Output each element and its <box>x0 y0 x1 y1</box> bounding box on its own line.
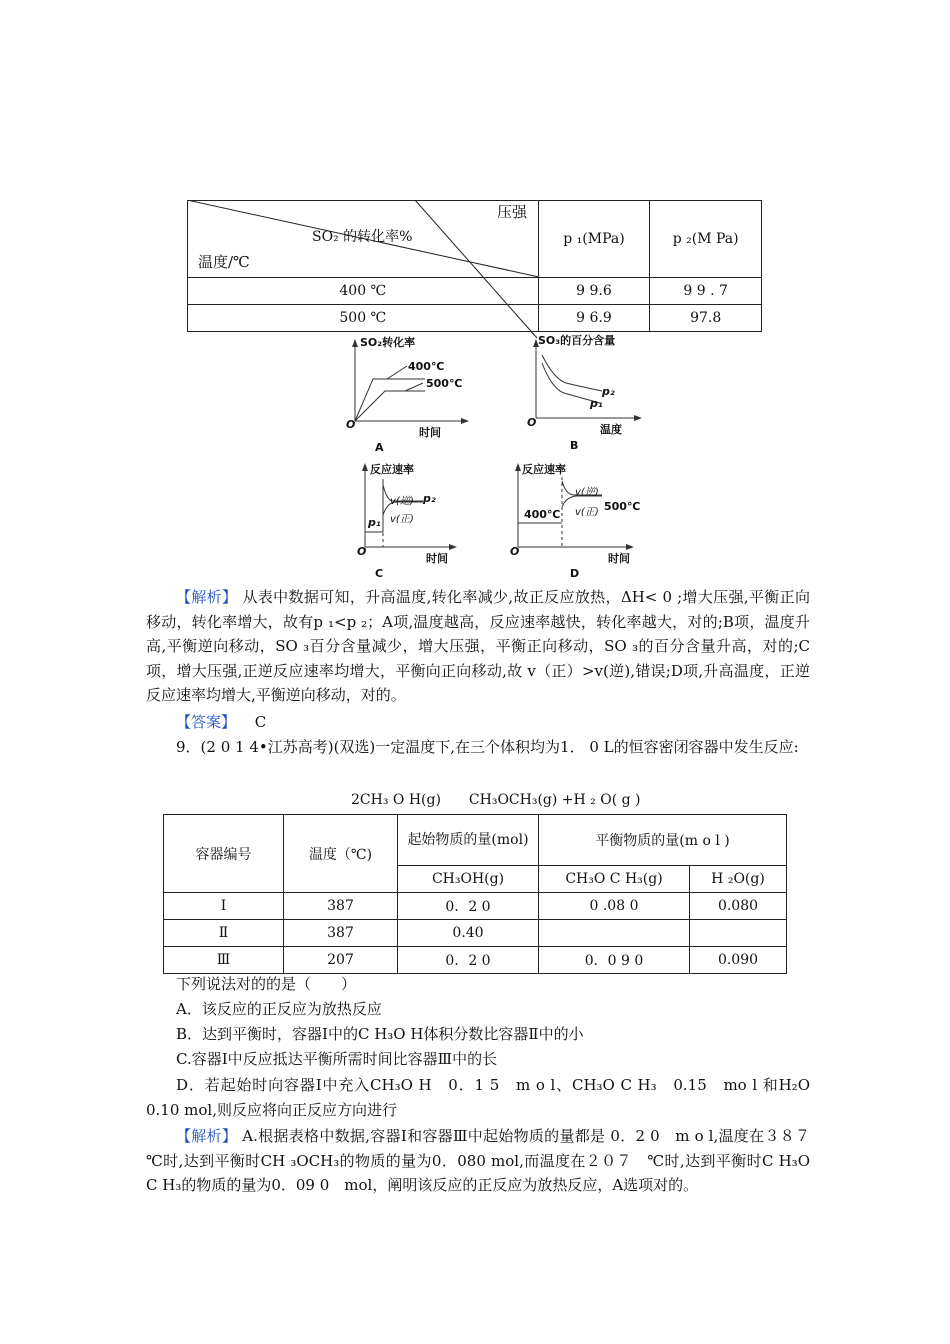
analysis2-tag: 【解析】 <box>176 1127 238 1145</box>
table1-col-p1: p ₁(MPa) <box>538 201 650 278</box>
table2-row-eq2 <box>690 920 787 947</box>
table1-row-temp: 400 ℃ <box>188 278 539 305</box>
answer1-value: C <box>254 713 267 731</box>
table2-sub-start: CH₃OH(g) <box>398 866 539 893</box>
table2 <box>163 814 787 974</box>
analysis2 <box>146 1124 826 1198</box>
table2-row-eq2: 0.080 <box>690 893 787 920</box>
table2-sub-eq1: CH₃O C H₃(g) <box>539 866 690 893</box>
table2-row-start: 0.40 <box>398 920 539 947</box>
table2-h-eq: 平衡物质的量(m o l ) <box>539 815 787 866</box>
q9-option-d: D．若起始时向容器Ⅰ中充入CH₃O H 0．1 5 m o l、CH₃O C H₃ 0.15 mo l 和H₂O 0.10 mol,则反应将向正反应方向进行 <box>146 1076 826 1119</box>
table2-row-temp: 207 <box>284 947 398 974</box>
chart-b-origin: O <box>527 416 537 429</box>
chart-a-series-500: 500℃ <box>426 377 463 390</box>
chart-d-ylabel: 反应速率 <box>522 463 566 476</box>
chart-d-vrev: v(逆) <box>575 487 599 498</box>
table2-sub-eq2: H ₂O(g) <box>690 866 787 893</box>
chart-b-line-p2 <box>542 355 602 391</box>
table2-row-id: Ⅱ <box>164 920 284 947</box>
chart-c-p2: p₂ <box>423 492 436 505</box>
chart-c-vrev: v(逆) <box>390 496 414 507</box>
answer1-tag: 【答案】 <box>176 713 237 731</box>
analysis1 <box>146 585 810 708</box>
table2-h-temp: 温度（℃) <box>284 815 398 893</box>
chart-c-ylabel: 反应速率 <box>370 463 414 476</box>
chart-c-origin: O <box>357 545 367 558</box>
q9-option-a: A．该反应的正反应为放热反应 <box>176 1000 382 1018</box>
table2-row-start: 0．2 0 <box>398 947 539 974</box>
chart-b <box>516 333 656 458</box>
chart-b-series-p1: p₁ <box>590 397 603 410</box>
chart-c-xlabel: 时间 <box>426 552 448 565</box>
table2-row-start: 0．2 0 <box>398 893 539 920</box>
chart-a-series-400: 400℃ <box>408 360 445 373</box>
table2-row-temp: 387 <box>284 920 398 947</box>
chart-c-p1: p₁ <box>368 516 381 529</box>
table1-col-p2: p ₂(M Pa) <box>650 201 762 278</box>
table2-row-eq1: 0．0 9 0 <box>539 947 690 974</box>
chart-a-tag: A <box>375 441 384 454</box>
table1-header-conv: SO₂ 的转化率% <box>312 229 413 245</box>
table1-header-temp: 温度/℃ <box>198 253 250 271</box>
chart-a <box>335 333 475 458</box>
table2-row-temp: 387 <box>284 893 398 920</box>
chart-a-origin: O <box>346 418 356 431</box>
chart-d-t1: 400℃ <box>524 508 561 521</box>
chart-c-tag: C <box>375 567 384 580</box>
q9-prompt: 下列说法对的的是（ ） <box>176 975 357 993</box>
q9-text: 9．(2 0 1 4•江苏高考)(双选)一定温度下,在三个体积均为1． 0 L的恒容密闭容器中发生反应: <box>176 738 799 756</box>
table1-row-p2: 9 9 . 7 <box>650 278 762 305</box>
q9-equation: 2CH₃ O H(g) CH₃OCH₃(g) +H ₂ O( g ) <box>351 792 641 808</box>
analysis1-text: 从表中数据可知，升高温度,转化率减少,故正反应放热，ΔH< 0 ;增大压强,平衡正向移动，转化率增大，故有p ₁<p ₂；A项,温度越高，反应速率越快，转化率越大，对的;B项，温度升高,平衡逆向移动，SO ₃百分含量减少，增大压强，平衡正向移动，SO ₃的百分含量升高，对的;C项，增大压强,正逆反应速率均增大，平衡向正向移动,故 v（正）>v(逆),错误;D项,升高温度，正逆反应速率均增大,平衡逆向移动，对的。 <box>146 588 810 704</box>
table1-row-p1: 9 6.9 <box>538 305 650 332</box>
analysis2-text: A.根据表格中数据,容器Ⅰ和容器Ⅲ中起始物质的量都是 0．2 0 m o l,温度在３８７ ℃时,达到平衡时CH ₃OCH₃的物质的量为0．080 mol,而温度在２０７ ℃时,达到平衡时C H₃O C H₃的物质的量为0．09 0 mol，阐明该反应的正反应为放热反应，A选项对的。 <box>146 1127 826 1194</box>
table2-row-eq2: 0.090 <box>690 947 787 974</box>
table2-h-id: 容器编号 <box>164 815 284 893</box>
q9-option-c: C.容器Ⅰ中反应抵达平衡所需时间比容器Ⅲ中的长 <box>176 1050 498 1068</box>
table1-row-p1: 9 9.6 <box>538 278 650 305</box>
table2-row-eq1 <box>539 920 690 947</box>
table2-h-start: 起始物质的量(mol) <box>398 815 539 866</box>
chart-d-origin: O <box>510 545 520 558</box>
chart-b-series-p2: p₂ <box>602 385 615 398</box>
table2-row-id: Ⅰ <box>164 893 284 920</box>
q9-option-b: B．达到平衡时，容器Ⅰ中的C H₃O H体积分数比容器Ⅱ中的小 <box>176 1025 584 1043</box>
chart-a-line-400 <box>355 379 425 421</box>
chart-d-xlabel: 时间 <box>608 552 630 565</box>
chart-d-t2: 500℃ <box>604 500 641 513</box>
chart-d-vfwd: v(正) <box>575 507 599 518</box>
table2-row-id: Ⅲ <box>164 947 284 974</box>
table1-header-pressure: 压强 <box>497 203 528 221</box>
chart-a-ylabel: SO₂转化率 <box>360 336 416 349</box>
chart-c-vfwd: v(正) <box>390 514 414 525</box>
table1-row-temp: 500 ℃ <box>188 305 539 332</box>
answer1 <box>146 710 810 735</box>
chart-b-tag: B <box>570 439 579 452</box>
chart-b-xlabel: 温度 <box>600 423 622 436</box>
chart-b-ylabel: SO₃的百分含量 <box>538 334 616 347</box>
chart-a-xlabel: 时间 <box>419 426 441 439</box>
table1-row-p2: 97.8 <box>650 305 762 332</box>
table2-row-eq1: 0 .08 0 <box>539 893 690 920</box>
chart-d-tag: D <box>570 567 580 580</box>
analysis1-tag: 【解析】 <box>176 588 238 606</box>
